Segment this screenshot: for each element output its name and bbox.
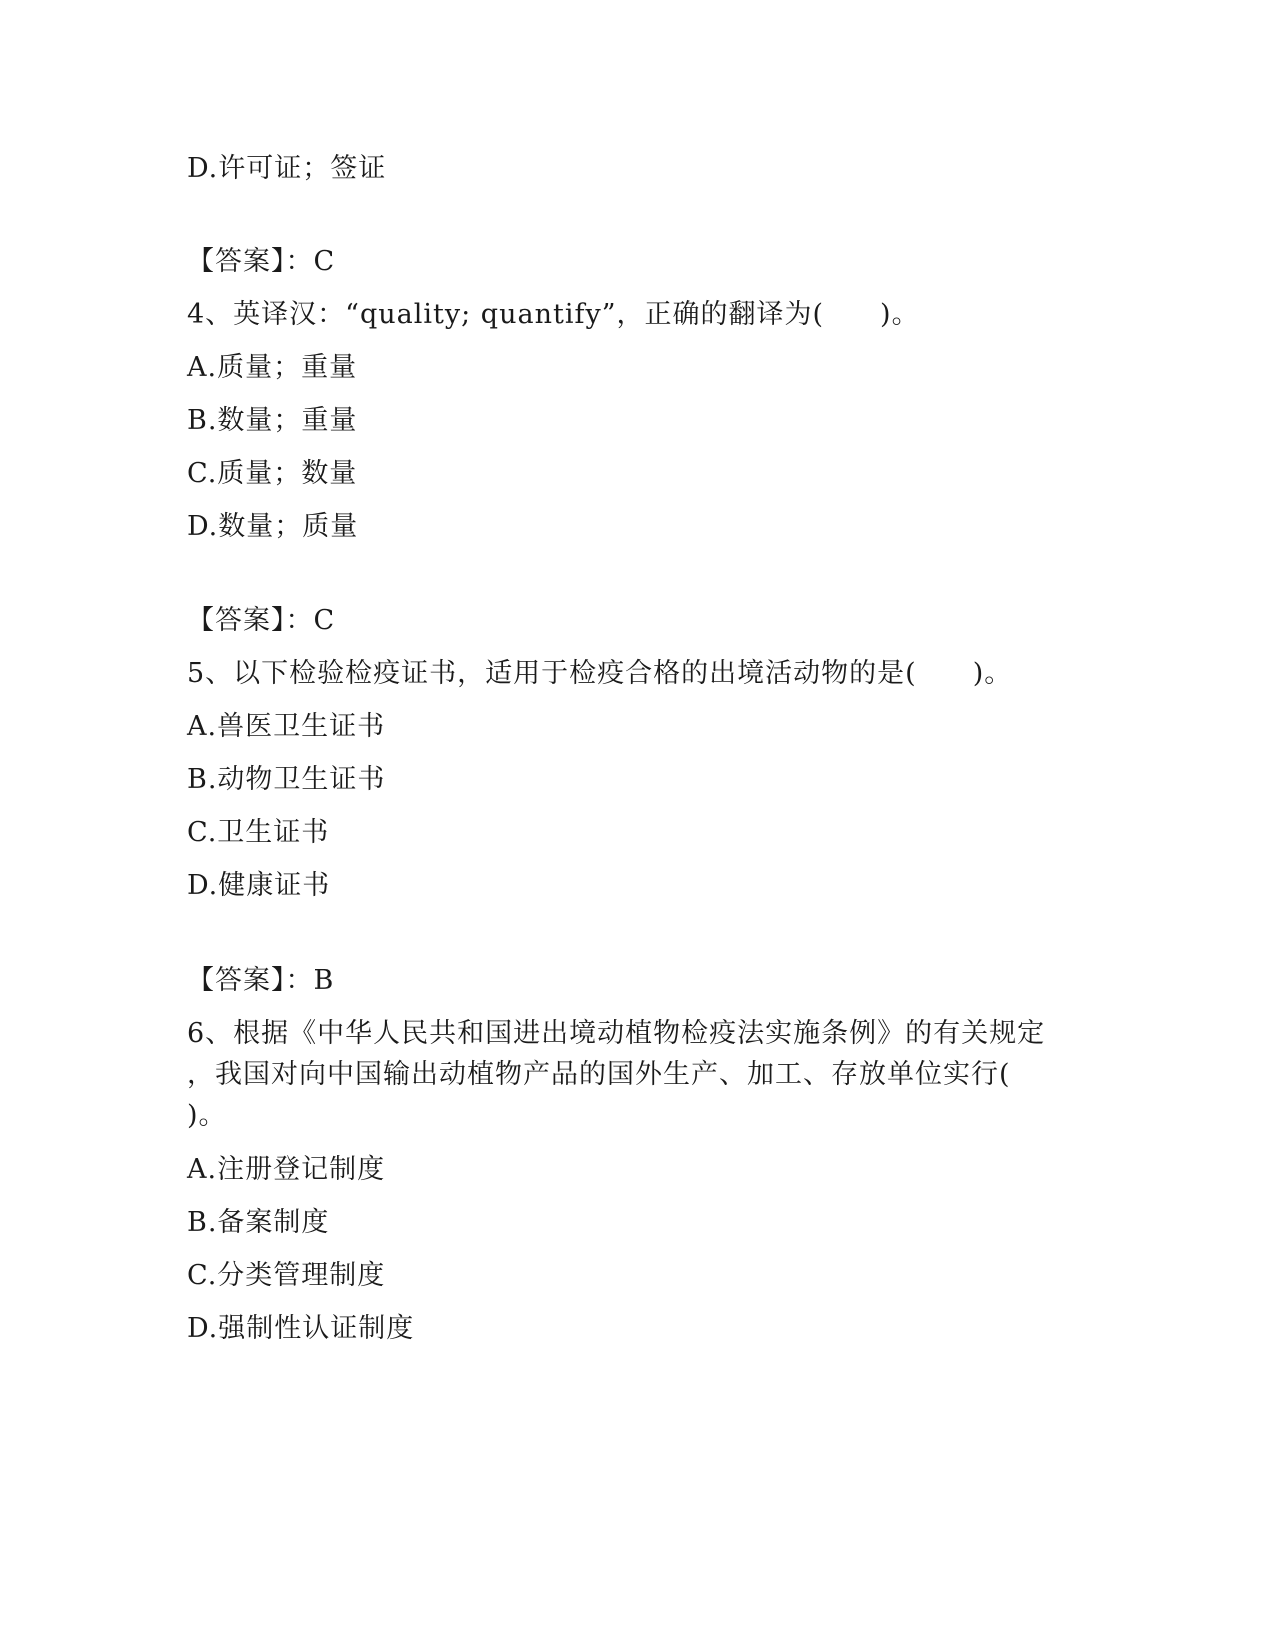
question-5-stem: 5、以下检验检疫证书，适用于检疫合格的出境活动物的是( )。 [187,658,1013,689]
question-5-option-d: D.健康证书 [187,870,331,901]
question-4-stem: 4、英译汉：“quality; quantify”，正确的翻译为( )。 [187,299,920,330]
question-6-option-b: B.备案制度 [187,1207,330,1238]
question-6-stem-line-1: 6、根据《中华人民共和国进出境动植物检疫法实施条例》的有关规定 [187,1018,1046,1049]
question-4-option-a: A.质量；重量 [187,352,358,383]
question-6-stem-line-2: ，我国对向中国输出动植物产品的国外生产、加工、存放单位实行( [187,1059,1011,1090]
question-6-option-a: A.注册登记制度 [187,1154,386,1185]
question-5-option-a: A.兽医卫生证书 [187,711,386,742]
question-6-stem-line-3: )。 [187,1100,227,1131]
prev-question-answer: 【答案】：C [187,246,336,277]
question-5-answer: 【答案】：B [187,965,335,996]
question-4-option-d: D.数量；质量 [187,511,359,542]
question-5-option-b: B.动物卫生证书 [187,764,386,795]
question-4-answer: 【答案】：C [187,605,336,636]
question-4-option-b: B.数量；重量 [187,405,358,436]
question-5-option-c: C.卫生证书 [187,817,330,848]
prev-question-option-d: D.许可证；签证 [187,153,387,184]
question-6-option-c: C.分类管理制度 [187,1260,386,1291]
question-4-option-c: C.质量；数量 [187,458,358,489]
question-6-option-d: D.强制性认证制度 [187,1313,415,1344]
